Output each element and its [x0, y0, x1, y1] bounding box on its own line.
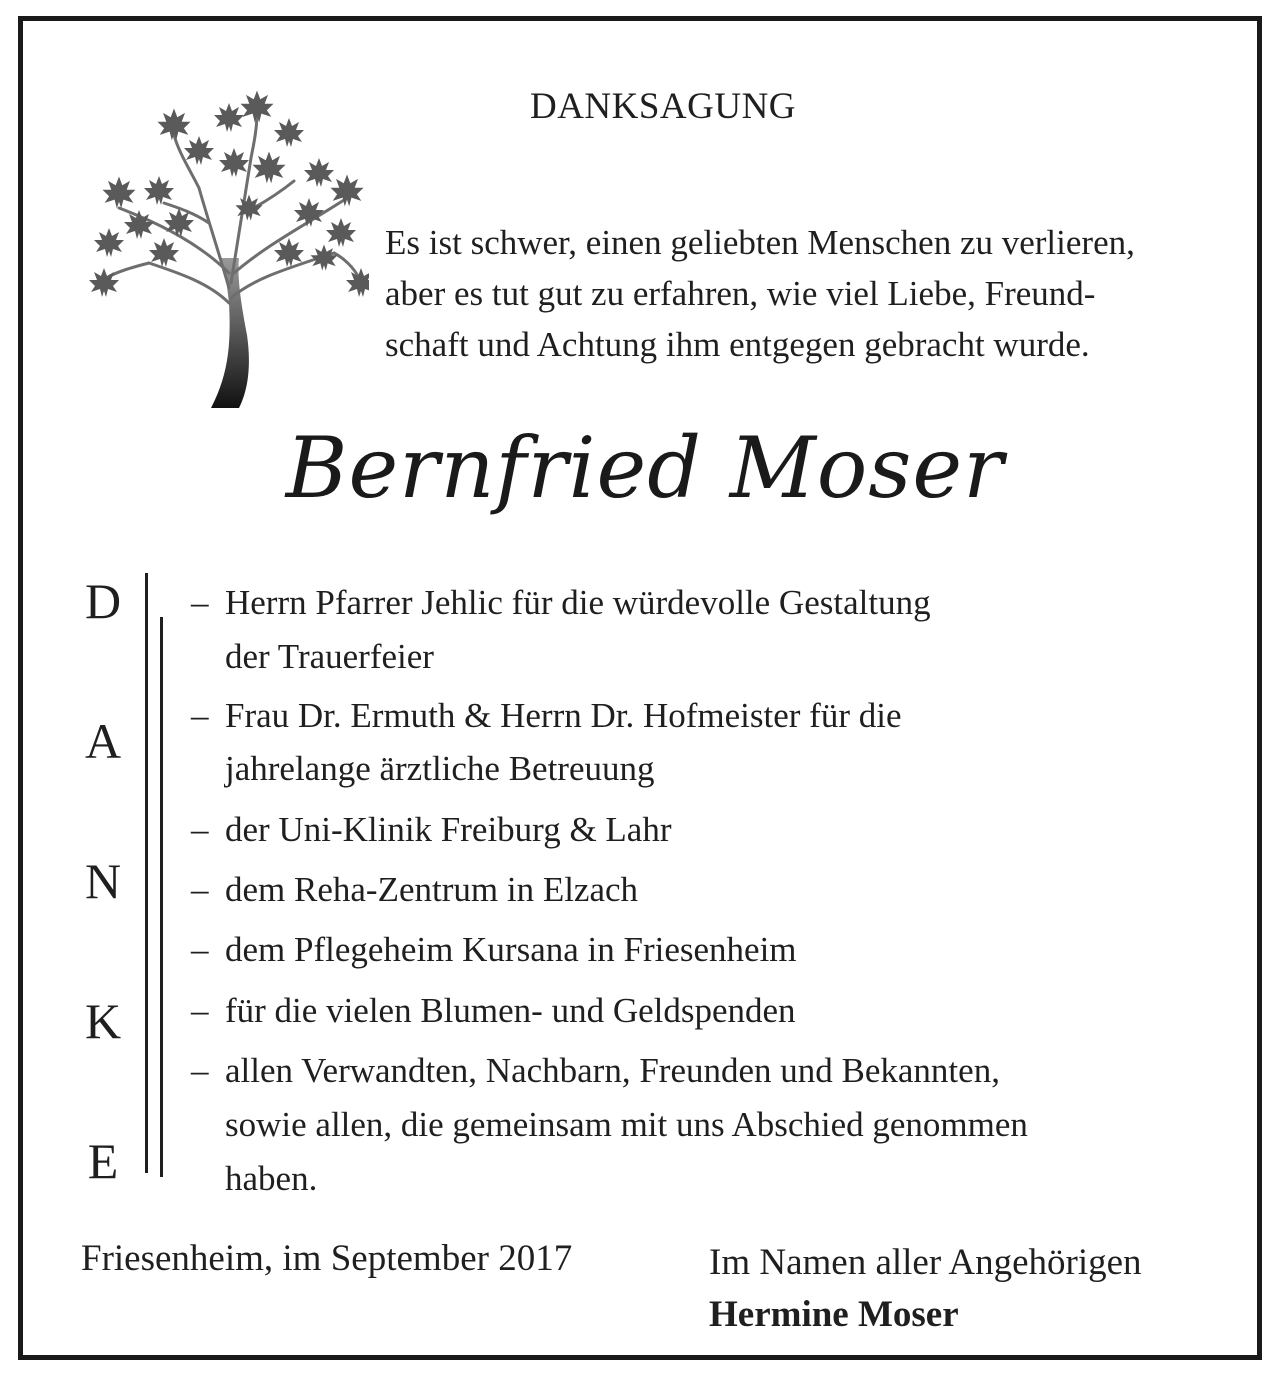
- deceased-name: Bernfried Moser: [285, 419, 1005, 517]
- divider-line-left: [145, 573, 148, 1173]
- danke-letter: K: [84, 993, 122, 1049]
- signature-block: [709, 1237, 1142, 1341]
- item-line: jahrelange ärztliche Betreuung: [225, 749, 655, 788]
- item-line: dem Reha-Zentrum in Elzach: [225, 870, 639, 909]
- maple-tree-icon: [79, 73, 369, 413]
- item-line: sowie allen, die gemeinsam mit uns Abschied genommen: [225, 1105, 1028, 1144]
- item-dash: –: [191, 583, 209, 622]
- intro-text: [385, 217, 1245, 370]
- item-dash: –: [191, 1051, 209, 1090]
- notice-frame: [18, 16, 1262, 1360]
- intro-line: Es ist schwer, einen geliebten Menschen zu verlieren,: [385, 223, 1135, 262]
- item-dash: –: [191, 930, 209, 969]
- heading: DANKSAGUNG: [529, 86, 797, 127]
- item-dash: –: [191, 696, 209, 735]
- item-line: der Uni-Klinik Freiburg & Lahr: [225, 810, 672, 849]
- item-line: der Trauerfeier: [225, 637, 434, 676]
- item-line: für die vielen Blumen- und Geldspenden: [225, 991, 796, 1030]
- item-line: dem Pflegeheim Kursana in Friesenheim: [225, 930, 797, 969]
- item-line: Herrn Pfarrer Jehlic für die würdevolle Gestaltung: [225, 583, 931, 622]
- item-line: Frau Dr. Ermuth & Herrn Dr. Hofmeister für die: [225, 696, 902, 735]
- danke-letter: A: [84, 713, 122, 769]
- item-dash: –: [191, 870, 209, 909]
- on-behalf-text: Im Namen aller Angehörigen: [709, 1242, 1142, 1283]
- danke-letter: D: [84, 573, 122, 629]
- danke-letter: E: [87, 1133, 119, 1189]
- danke-letter: N: [84, 853, 122, 909]
- intro-line: schaft und Achtung ihm entgegen gebracht wurde.: [385, 325, 1090, 364]
- item-dash: –: [191, 991, 209, 1030]
- signature-name: Hermine Moser: [709, 1294, 959, 1335]
- divider-line-right: [160, 617, 163, 1177]
- item-line: allen Verwandten, Nachbarn, Freunden und Bekannten,: [225, 1051, 1000, 1090]
- item-dash: –: [191, 810, 209, 849]
- intro-line: aber es tut gut zu erfahren, wie viel Liebe, Freund-: [385, 274, 1096, 313]
- place-date: Friesenheim, im September 2017: [81, 1238, 573, 1279]
- item-line: haben.: [225, 1159, 318, 1198]
